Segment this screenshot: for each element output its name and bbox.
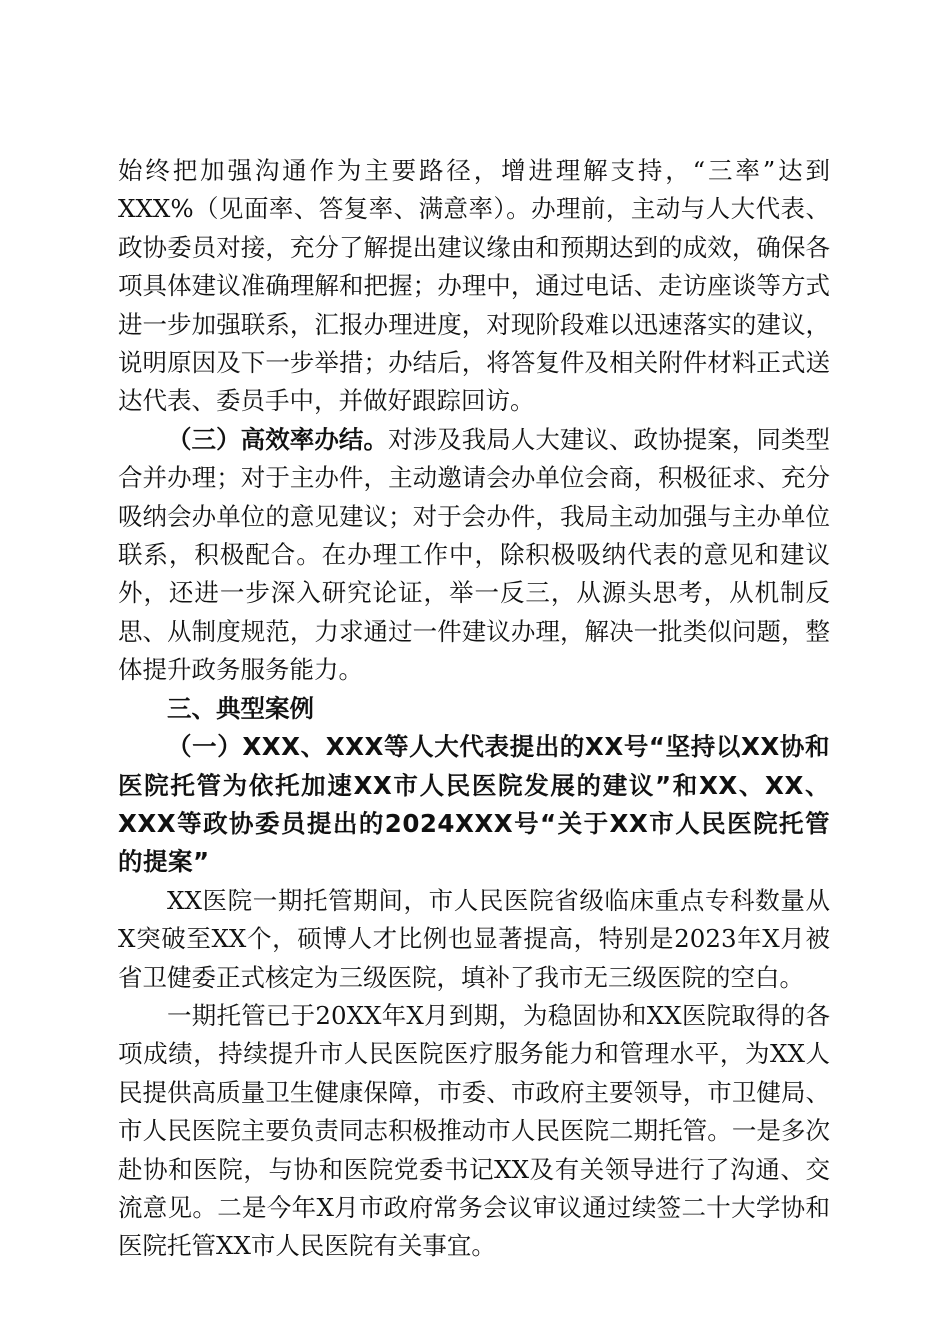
paragraph-efficiency-body: 对涉及我局人大建议、政协提案，同类型合并办理；对于主办件，主动邀请会办单位会商，积极征求、充分吸纳会办单位的意见建议；对于会办件，我局主动加强与主办单位联系，积极配合。在办理工作中，除积极吸纳代表的意见和建议外，还进一步深入研究论证，举一反三，从源头思考，从机制反思、从制度规范，力求通过一件建议办理，解决一批类似问题，整体提升政务服务能力。 bbox=[118, 424, 831, 685]
paragraph-communication: 始终把加强沟通作为主要路径，增进理解支持，“三率”达到XXX%（见面率、答复率、满意率）。办理前，主动与人大代表、政协委员对接，充分了解提出建议缘由和预期达到的成效，确保各项具体建议准确理解和把握；办理中，通过电话、走访座谈等方式进一步加强联系，汇报办理进度，对现阶段难以迅速落实的建议，说明原因及下一步举措；办结后，将答复件及相关附件材料正式送达代表、委员手中，并做好跟踪回访。 bbox=[118, 156, 830, 416]
paragraph-second-phase: 一期托管已于20XX年X月到期，为稳固协和XX医院取得的各项成绩，持续提升市人民医院医疗服务能力和管理水平，为XX人民提供高质量卫生健康保障，市委、市政府主要领导，市卫健局、市人民医院主要负责同志积极推动市人民医院二期托管。一是多次赴协和医院，与协和医院党委书记XX及有关领导进行了沟通、交流意见。二是今年X月市政府常务会议审议通过续签二十大学协和医院托管XX市人民医院有关事宜。 bbox=[118, 1000, 830, 1261]
section-heading-typical-cases: 三、典型案例 bbox=[167, 693, 314, 723]
subheading-efficiency: （三）高效率办结。 bbox=[167, 424, 389, 454]
paragraph-first-phase: XX医院一期托管期间，市人民医院省级临床重点专科数量从X突破至XX个，硕博人才比例也显著提高，特别是2023年X月被省卫健委正式核定为三级医院，填补了我市无三级医院的空白。 bbox=[118, 885, 830, 992]
case-title: （一）XXX、XXX等人大代表提出的XX号“坚持以XX协和医院托管为依托加速XX市人民医院发展的建议”和XX、XX、XXX等政协委员提出的2024XXX号“关于XX市人民医院托管的提案” bbox=[118, 732, 830, 877]
document-body bbox=[118, 152, 830, 1266]
paragraph-efficiency bbox=[118, 421, 830, 690]
